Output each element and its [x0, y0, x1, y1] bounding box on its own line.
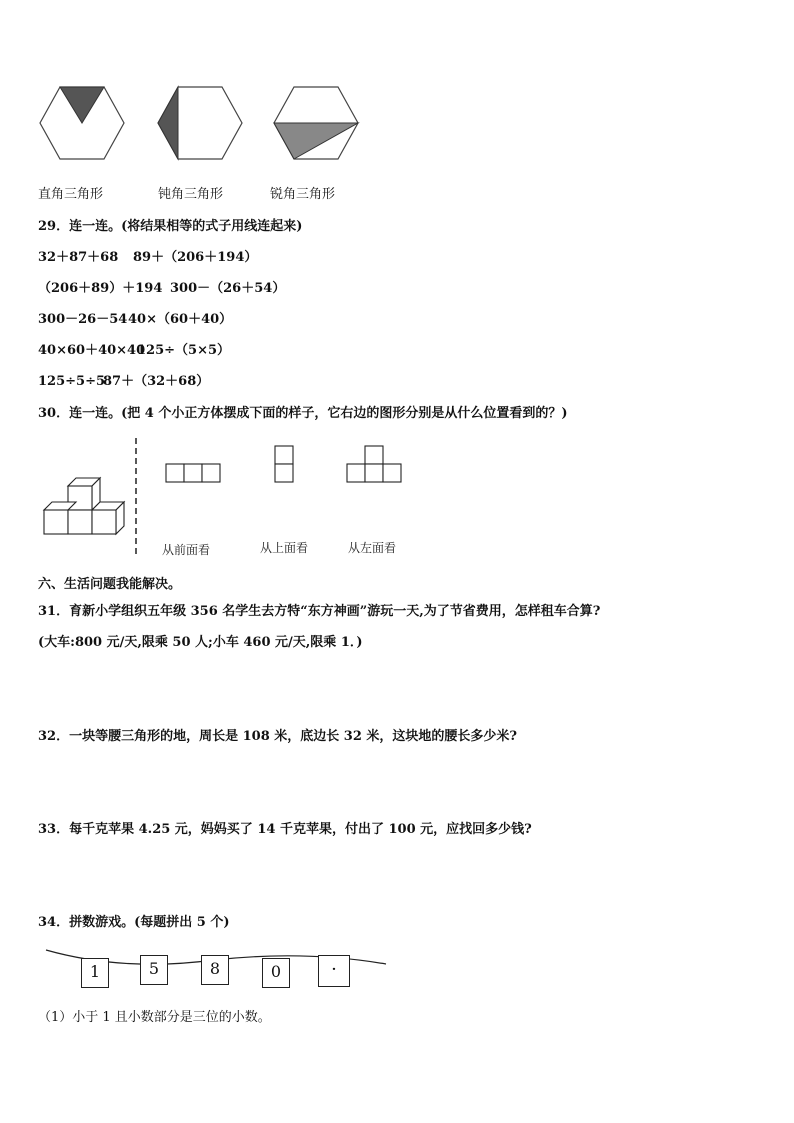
q29-right-expr-3: 40×（60＋40） [128, 312, 233, 327]
cube-stack-figure [44, 482, 126, 542]
view-label-top: 从上面看 [260, 541, 309, 555]
dashed-divider [135, 438, 137, 554]
q29-left-expr-1: 32＋87＋68 [38, 250, 119, 265]
view-top-figure [274, 445, 296, 483]
card-value-2: 5 [148, 959, 160, 978]
q29-left-expr-3: 300－26－54 [38, 312, 128, 327]
section-6-title: 六、生活问题我能解决。 [38, 577, 182, 592]
q32-text: 32．一块等腰三角形的地，周长是 108 米，底边长 32 米，这块地的腰长多少米? [38, 729, 518, 744]
card-value-1: 1 [89, 962, 101, 981]
q30-title: 30．连一连。(把 4 个小正方体摆成下面的样子，它右边的图形分别是从什么位置看到的？) [38, 406, 568, 421]
q31-note: (大车:800 元/天,限乘 50 人;小车 460 元/天,限乘 1．) [38, 635, 363, 650]
q29-right-expr-1: 89＋（206＋194） [133, 250, 258, 265]
q29-right-expr-5: 87＋（32＋68） [103, 374, 210, 389]
hexagon-acute-triangle-figure [272, 84, 360, 162]
caption-right-triangle: 直角三角形 [38, 187, 104, 202]
caption-obtuse-triangle: 钝角三角形 [158, 187, 224, 202]
q33-text: 33．每千克苹果 4.25 元，妈妈买了 14 千克苹果，付出了 100 元，应找回多少钱? [38, 822, 532, 837]
q29-right-expr-2: 300－（26＋54） [170, 281, 286, 296]
card-value-4: 0 [270, 962, 282, 981]
q29-right-expr-4: 125÷（5×5） [137, 343, 231, 358]
hexagon-obtuse-triangle-figure [156, 84, 244, 162]
q31-text: 31．育新小学组织五年级 356 名学生去方特“东方神画”游玩一天,为了节省费用，怎样租车合算? [38, 604, 601, 619]
view-left-figure [346, 445, 404, 483]
view-front-figure [165, 463, 221, 483]
q34-subquestion-1: （1）小于 1 且小数部分是三位的小数。 [38, 1010, 271, 1025]
caption-acute-triangle: 锐角三角形 [270, 187, 336, 202]
q29-title: 29．连一连。(将结果相等的式子用线连起来) [38, 219, 303, 234]
hexagon-right-triangle-figure [38, 84, 126, 162]
card-value-3: 8 [209, 959, 221, 978]
q29-left-expr-2: （206＋89）＋194 [38, 281, 163, 296]
view-label-left: 从左面看 [348, 541, 397, 555]
q29-left-expr-5: 125÷5÷5 [38, 374, 106, 389]
q29-left-expr-4: 40×60＋40×40 [38, 343, 146, 358]
card-value-5: · [331, 959, 337, 980]
view-label-front: 从前面看 [162, 543, 211, 557]
q34-title: 34．拼数游戏。(每题拼出 5 个) [38, 915, 230, 930]
